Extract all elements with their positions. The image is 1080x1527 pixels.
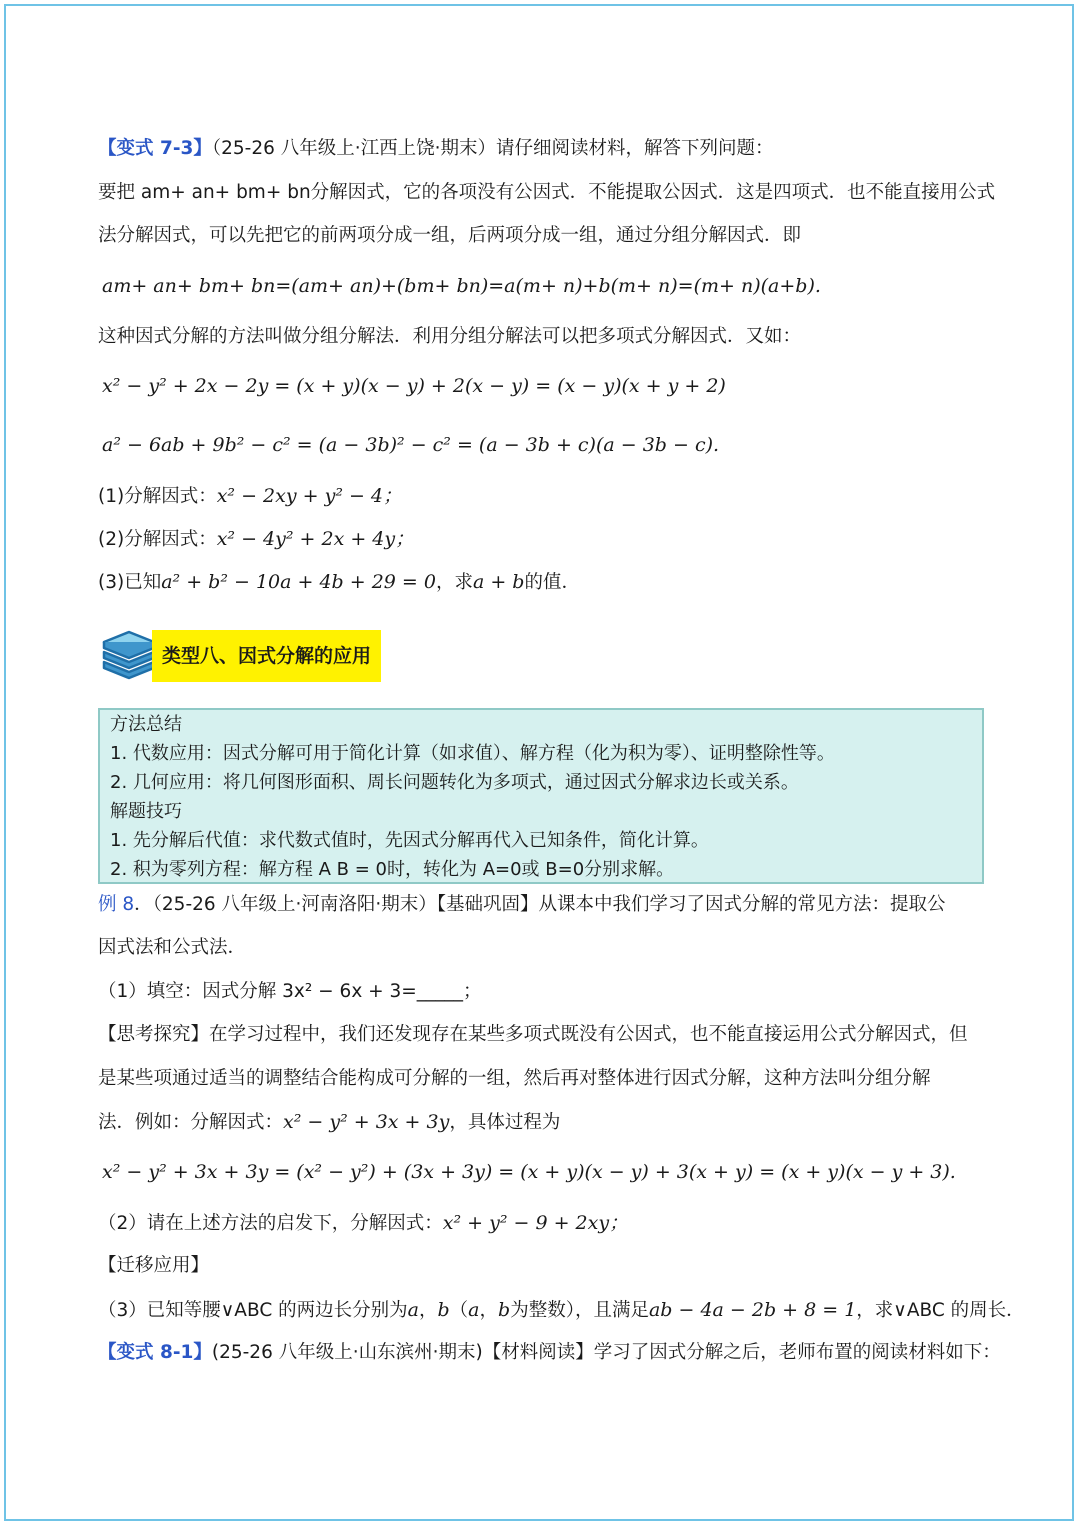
text: 为整数），且满足 (510, 1300, 649, 1321)
equation: x² − y² + 3x + 3y = (x² − y²) + (3x + 3y) = (x + y)(x − y) + 3(x + y) = (x + y)(x − y + 3). (102, 1161, 956, 1183)
equation: am+ an+ bm+ bn=(am+ an)+(bm+ bn)=a(m+ n)+b(m+ n)=(m+ n)(a+b). (102, 275, 821, 297)
variant-8-1-header (98, 1340, 1001, 1366)
paragraph (98, 1109, 998, 1136)
summary-title: 方法总结 (110, 714, 182, 735)
paragraph: 因式法和公式法． (98, 937, 247, 958)
method-summary-box (98, 708, 984, 884)
stacked-books-icon (100, 628, 158, 684)
variant-source: （25-26 八年级上·江西上饶·期末）请仔细阅读材料，解答下列问题： (211, 138, 774, 159)
question-label: （2）请在上述方法的启发下，分解因式： (98, 1213, 443, 1234)
example-source: ．（25-26 八年级上·河南洛阳·期末）【基础巩固】从课本中我们学习了因式分解的常见方法：提取公 (134, 894, 946, 915)
summary-title: 解题技巧 (110, 801, 182, 822)
summary-item: 1. 先分解后代值：求代数式值时，先因式分解再代入已知条件，简化计算。 (110, 830, 709, 851)
question-math: x² − 4y² + 2x + 4y； (216, 528, 415, 550)
summary-item: 2. 积为零列方程：解方程 A B = 0时，转化为 A=0或 B=0分别求解。 (110, 859, 675, 880)
math-inline: x² − y² + 3x + 3y (283, 1111, 450, 1133)
paragraph: 【思考探究】在学习过程中，我们还发现存在某些多项式既没有公因式，也不能直接运用公式分解因式，但 (98, 1024, 968, 1045)
question-text: ，求 (435, 572, 473, 593)
question-math: a² + b² − 10a + 4b + 29 = 0 (161, 571, 436, 593)
example-tag: 例 8 (98, 894, 135, 915)
question-label: (3)已知 (98, 572, 162, 593)
question-1: （1）填空：因式分解 3x² − 6x + 3=_____； (98, 981, 482, 1002)
variant-7-3-header (98, 136, 998, 162)
text: ，具体过程为 (449, 1112, 561, 1133)
variant-text: (25-26 八年级上·山东滨州·期末)【材料阅读】学习了因式分解之后，老师布置的阅读材料如下： (211, 1342, 1001, 1363)
equation: a² − 6ab + 9b² − c² = (a − 3b)² − c² = (a − 3b + c)(a − 3b − c). (102, 434, 720, 456)
math-inline: ab − 4a − 2b + 8 = 1 (648, 1299, 857, 1321)
question-2 (98, 526, 998, 553)
summary-item: 2. 几何应用：将几何图形面积、周长问题转化为多项式，通过因式分解求边长或关系。 (110, 772, 799, 793)
question-text: 的值． (524, 572, 580, 593)
text: 法．例如：分解因式： (98, 1112, 284, 1133)
summary-item: 1. 代数应用：因式分解可用于简化计算（如求值）、解方程（化为积为零）、证明整除性等。 (110, 743, 835, 764)
paragraph: 【迁移应用】 (98, 1255, 210, 1276)
paragraph: 是某些项通过适当的调整结合能构成可分解的一组，然后再对整体进行因式分解，这种方法叫分组分解 (98, 1068, 931, 1089)
example-8-header (98, 892, 998, 918)
question-math: a + b (472, 571, 525, 593)
question-math: x² + y² − 9 + 2xy； (442, 1212, 629, 1234)
math-inline: a (468, 1299, 480, 1321)
variant-tag: 【变式 8-1】 (98, 1342, 212, 1363)
text: （ (449, 1300, 469, 1321)
question-math: x² − 2xy + y² − 4； (216, 485, 403, 507)
question-1 (98, 483, 998, 510)
math-inline: b (498, 1299, 511, 1321)
question-3 (98, 569, 998, 596)
text: ， (479, 1300, 499, 1321)
text: ， (418, 1300, 438, 1321)
question-3 (98, 1297, 1025, 1324)
math-inline: b (437, 1299, 450, 1321)
section-heading (100, 628, 380, 684)
paragraph: 这种因式分解的方法叫做分组分解法．利用分组分解法可以把多项式分解因式．又如： (98, 326, 802, 347)
text: （3）已知等腰∨ABC 的两边长分别为 (98, 1300, 408, 1321)
equation: x² − y² + 2x − 2y = (x + y)(x − y) + 2(x − y) = (x − y)(x + y + 2) (102, 375, 726, 397)
question-2 (98, 1210, 998, 1237)
math-inline: a (407, 1299, 419, 1321)
paragraph: 法分解因式，可以先把它的前两项分成一组，后两项分成一组，通过分组分解因式．即 (98, 225, 802, 246)
section-heading-label: 类型八、因式分解的应用 (152, 630, 381, 682)
question-label: (2)分解因式： (98, 529, 217, 550)
question-label: (1)分解因式： (98, 486, 217, 507)
text: ，求∨ABC 的周长． (856, 1300, 1025, 1321)
paragraph: 要把 am+ an+ bm+ bn分解因式，它的各项没有公因式．不能提取公因式．这是四项式．也不能直接用公式 (98, 182, 996, 203)
variant-tag: 【变式 7-3】 (98, 138, 212, 159)
